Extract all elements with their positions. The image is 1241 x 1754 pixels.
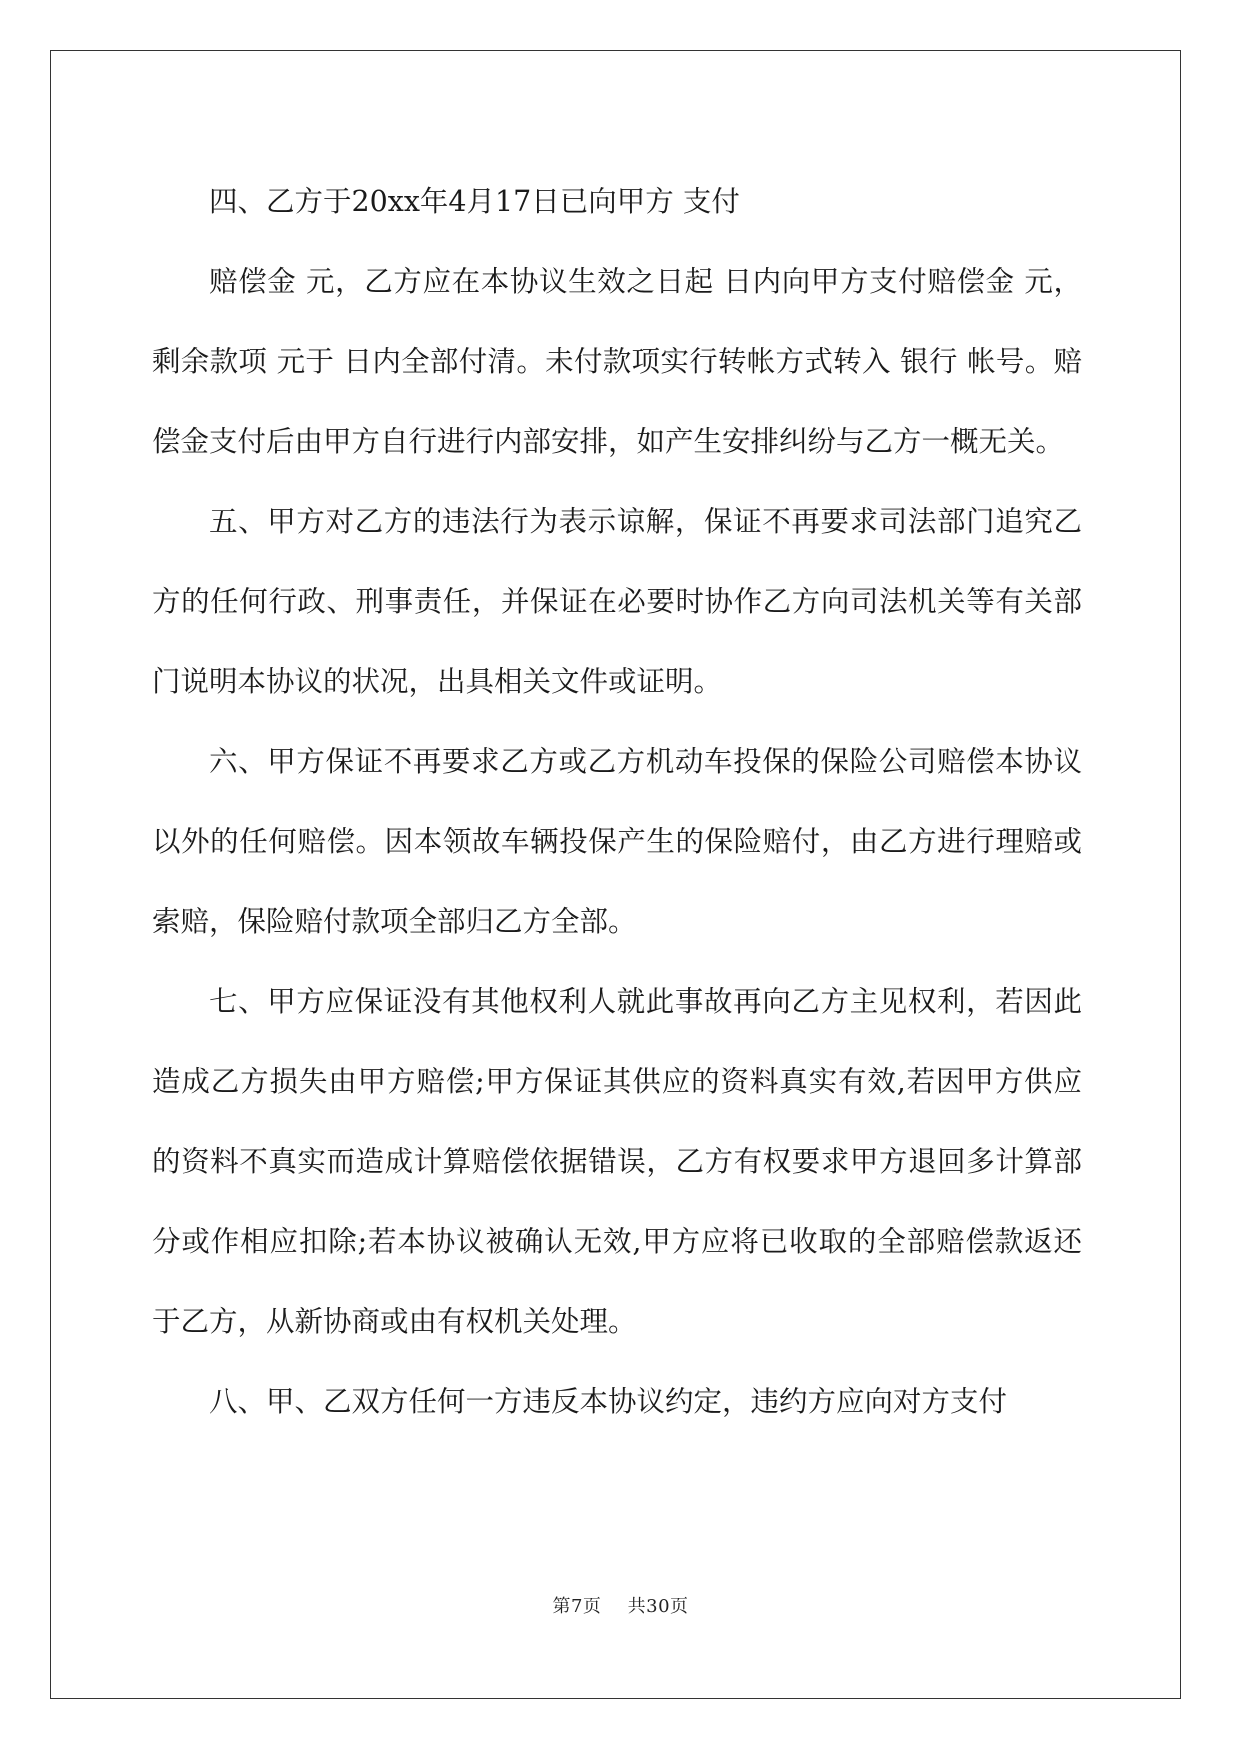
paragraph-clause-5: 五、甲方对乙方的违法行为表示谅解，保证不再要求司法部门追究乙方的任何行政、刑事责任，并保证在必要时协作乙方向司法机关等有关部门说明本协议的状况，出具相关文件或证明。: [152, 505, 1082, 698]
page-number: 第7页: [552, 1596, 602, 1617]
paragraph-clause-4: 四、乙方于20xx年4月17日已向甲方 支付: [209, 185, 740, 218]
page-total: 共30页: [627, 1596, 689, 1617]
paragraph-clause-6: 六、甲方保证不再要求乙方或乙方机动车投保的保险公司赔偿本协议以外的任何赔偿。因本领故车辆投保产生的保险赔付，由乙方进行理赔或索赔，保险赔付款项全部归乙方全部。: [152, 745, 1082, 938]
document-body: [152, 162, 1082, 1442]
paragraph-compensation: 赔偿金 元，乙方应在本协议生效之日起 日内向甲方支付赔偿金 元，剩余款项 元于 日内全部付清。未付款项实行转帐方式转入 银行 帐号。赔偿金支付后由甲方自行进行内部安排，如产生安排纠纷与乙方一概无关。: [152, 265, 1082, 458]
page-footer: [0, 1592, 1241, 1618]
paragraph-clause-8: 八、甲、乙双方任何一方违反本协议约定，违约方应向对方支付: [209, 1385, 1008, 1418]
paragraph-clause-7: 七、甲方应保证没有其他权利人就此事故再向乙方主见权利，若因此造成乙方损失由甲方赔偿;甲方保证其供应的资料真实有效,若因甲方供应的资料不真实而造成计算赔偿依据错误，乙方有权要求甲方退回多计算部分或作相应扣除;若本协议被确认无效,甲方应将已收取的全部赔偿款返还于乙方，从新协商或由有权机关处理。: [152, 985, 1082, 1338]
